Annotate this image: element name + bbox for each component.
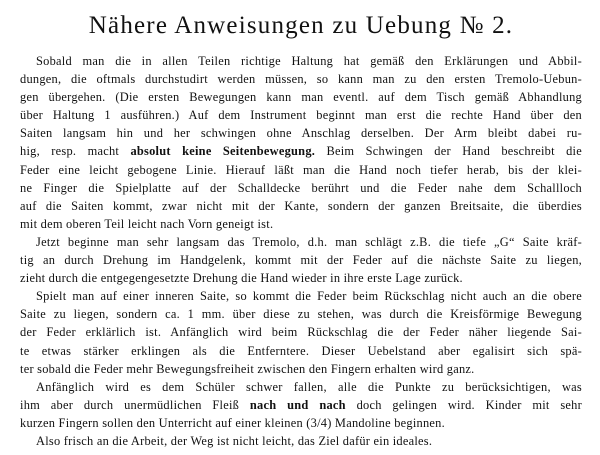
text-line: tig an durch Drehung im Handgelenk, kommt mit der Feder auf die nächste Saite zu liegen,: [20, 253, 582, 268]
text-line: zieht durch die entgegengesetzte Drehung die Hand wieder in ihre erste Lage zurück.: [20, 271, 463, 286]
text-line: Anfänglich wird es dem Schüler schwer fallen, alle die Punkte zu berücksichtigen, was: [36, 379, 582, 394]
text-line: gen übergehen. (Die ersten Bewegungen kann man eventl. auf dem Tisch gemäß Abhandlung: [20, 90, 582, 105]
paragraph-5: [20, 432, 582, 450]
text-line: Saite zu liegen, sondern ca. 1 mm. über diese zu stehen, was durch die Kreisförmige Bewegung: [20, 307, 582, 322]
text-line: ter sobald die Feder mehr Bewegungsfreiheit zwischen den Fingern erhalten wird ganz.: [20, 361, 475, 376]
text-line: kurzen Fingern sollen den Unterricht auf einer kleinen (3/4) Mandoline beginnen.: [20, 415, 445, 430]
emphasis-text: nach und nach: [249, 397, 346, 412]
text-line: Saiten langsam hin und her schwingen ohne Anschlag derselben. Der Arm bleibt dabei ru-: [20, 126, 582, 141]
paragraph-3: [20, 287, 582, 377]
text-line: der Feder erklärlich ist. Anfänglich wird beim Rückschlag die der Feder näher liegende Sai-: [20, 325, 582, 340]
text-line: Feder eine leicht gebogene Linie. Hierauf läßt man die Hand noch tiefer herab, bis der klei-: [20, 162, 582, 177]
text-fragment: ihm aber durch unermüdlichen Fleiß: [20, 397, 240, 412]
text-line: te etwas stärker erklingen als die Entferntere. Dieser Uebelstand aber egalisirt sich spä-: [20, 343, 582, 358]
text-line: Sobald man die in allen Teilen richtige Haltung hat gemäß den Erklärungen und Abbil-: [36, 54, 582, 68]
page-title: Nähere Anweisungen zu Uebung № 2.: [88, 12, 514, 39]
paragraph-2: [20, 233, 582, 287]
text-fragment: hig, resp. macht: [20, 144, 120, 159]
text-line: mit dem oberen Teil leicht nach Vorn geneigt ist.: [20, 216, 274, 231]
text-fragment: doch gelingen wird. Kinder mit sehr: [356, 397, 582, 412]
text-line: [20, 396, 582, 414]
instruction-text: [20, 52, 582, 450]
text-line: ne Finger die Spielplatte auf der Schalldecke berührt und die Feder nahe dem Schallloch: [20, 180, 582, 195]
text-fragment: Beim Schwingen der Hand beschreibt die: [326, 144, 582, 159]
text-line: dungen, die oftmals durchstudirt werden müssen, so kann man zu den ersten Tremolo-Uebun-: [20, 72, 582, 87]
text-line: [20, 142, 582, 160]
emphasis-text: absolut keine Seitenbewegung.: [130, 144, 316, 159]
text-line: auf die Saiten kommt, zwar nicht mit der Kante, sondern der ganzen Breitsaite, die überdies: [20, 198, 582, 213]
paragraph-1: [20, 52, 582, 233]
text-line: über Haltung 1 ausführen.) Auf dem Instrument beginnt man erst die rechte Hand über den: [20, 108, 582, 123]
paragraph-4: [20, 378, 582, 432]
text-line: Also frisch an die Arbeit, der Weg ist nicht leicht, das Ziel dafür ein ideales.: [36, 433, 433, 448]
text-line: Spielt man auf einer inneren Saite, so kommt die Feder beim Rückschlag nicht auch an die obere: [36, 289, 582, 304]
text-line: Jetzt beginne man sehr langsam das Tremolo, d.h. man schlägt z.B. die tiefe „G“ Saite kräf-: [36, 234, 582, 249]
